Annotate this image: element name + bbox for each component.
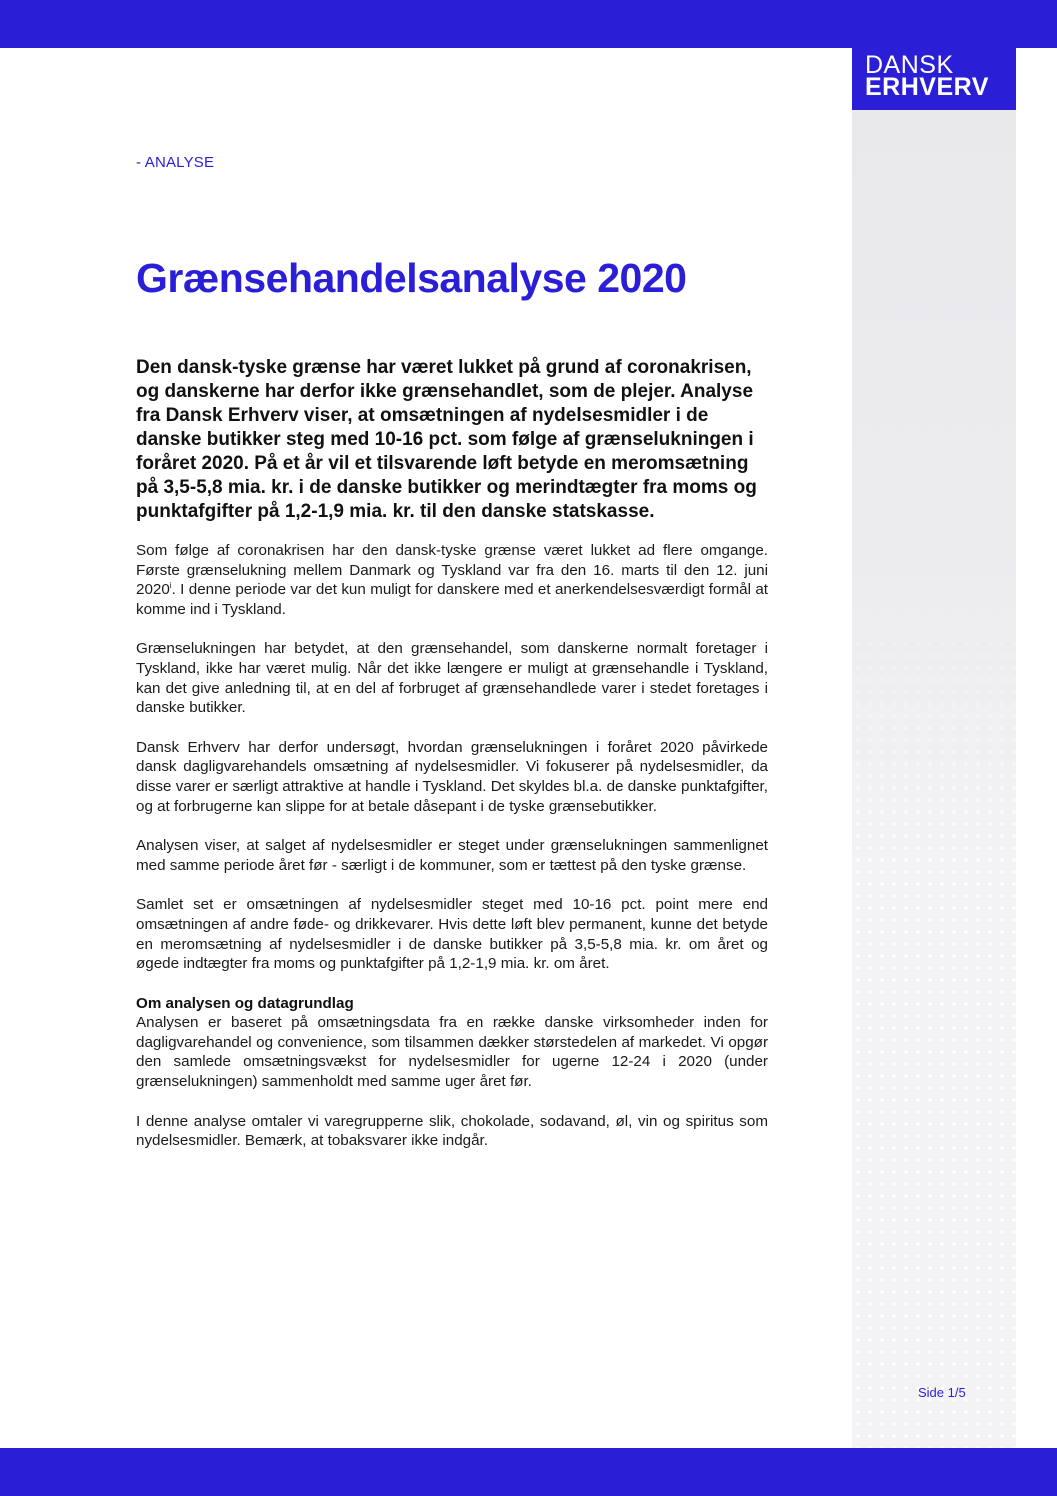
footnote-marker[interactable]: i	[169, 581, 172, 591]
paragraph-1	[136, 541, 768, 619]
page-title: Grænsehandelsanalyse 2020	[136, 255, 687, 301]
section-kicker: - ANALYSE	[136, 154, 215, 171]
paragraph-4: Analysen viser, at salget af nydelsesmidler er steget under grænselukningen sammenlignet med samme periode året før - særligt i de kommuner, som er tættest på den tyske grænse.	[136, 837, 768, 874]
logo-line-2: ERHVERV	[865, 73, 989, 101]
lead-paragraph: Den dansk-tyske grænse har været lukket på grund af coronakrisen, og danskerne har derfor ikke grænsehandlet, som de plejer. Analyse fra Dansk Erhverv viser, at omsætningen af nydelsesmidler i de danske butikker steg med 10-16 pct. som følge af grænselukningen i foråret 2020. På et år vil et tilsvarende løft betyde en meromsætning på 3,5-5,8 mia. kr. i de danske butikker og merindtægter fra moms og punktafgifter på 1,2-1,9 mia. kr. til den danske statskasse.	[136, 357, 757, 522]
logo-line-1: DANSK	[865, 51, 954, 79]
side-panel-gradient	[852, 110, 1016, 870]
paragraph-1-part-a: Som følge af coronakrisen har den dansk-tyske grænse været lukket ad flere omgange. Første grænselukning mellem Danmark og Tyskland var fra den 16. marts til den 12. juni 2020	[136, 542, 768, 599]
paragraph-3: Dansk Erhverv har derfor undersøgt, hvordan grænselukningen i foråret 2020 påvirkede dansk dagligvarehandels omsætning af nydelsesmidler. Vi fokuserer på nydelsesmidler, da disse varer er særligt attraktive at handle i Tyskland. Det skyldes bl.a. de danske punktafgifter, og at forbrugerne kan slippe for at betale dåsepant i de tyske grænsebutikker.	[136, 738, 768, 815]
page-number: Side 1/5	[918, 1385, 966, 1400]
dansk-erhverv-logo	[852, 48, 1016, 110]
side-decoration-panel	[852, 110, 1016, 1448]
bottom-brand-bar	[0, 1448, 1057, 1496]
section-paragraph-1: Analysen er baseret på omsætningsdata fra en række danske virksomheder inden for dagligvarehandel og convenience, som tilsammen dækker størstedelen af markedet. Vi opgør den samlede omsætningsvækst for nydelsesmidler for ugerne 12-24 i 2020 (under grænselukningen) sammenholdt med samme uger året før.	[136, 1014, 768, 1091]
body-text	[136, 541, 768, 1171]
paragraph-1-part-b: . I denne periode var det kun muligt for danskere med et anerkendelsesværdigt formål at komme ind i Tyskland.	[136, 581, 768, 618]
paragraph-2: Grænselukningen har betydet, at den grænsehandel, som danskerne normalt foretager i Tyskland, ikke har været mulig. Når det ikke længere er muligt at grænsehandle i Tyskland, kan det give anledning til, at en del af forbruget af grænsehandlede varer i stedet foretages i danske butikker.	[136, 640, 768, 717]
top-brand-bar	[0, 0, 1057, 48]
paragraph-5: Samlet set er omsætningen af nydelsesmidler steget med 10-16 pct. point mere end omsætningen af andre føde- og drikkevarer. Hvis dette løft blev permanent, kunne det betyde en meromsætning af nydelsesmidler i de danske butikker på 3,5-5,8 mia. kr. om året og øgede indtægter fra moms og punktafgifter på 1,2-1,9 mia. kr. om året.	[136, 896, 768, 973]
section-heading: Om analysen og datagrundlag	[136, 994, 354, 1012]
section-paragraph-2: I denne analyse omtaler vi varegrupperne slik, chokolade, sodavand, øl, vin og spiritus som nydelsesmidler. Bemærk, at tobaksvarer ikke indgår.	[136, 1112, 768, 1150]
